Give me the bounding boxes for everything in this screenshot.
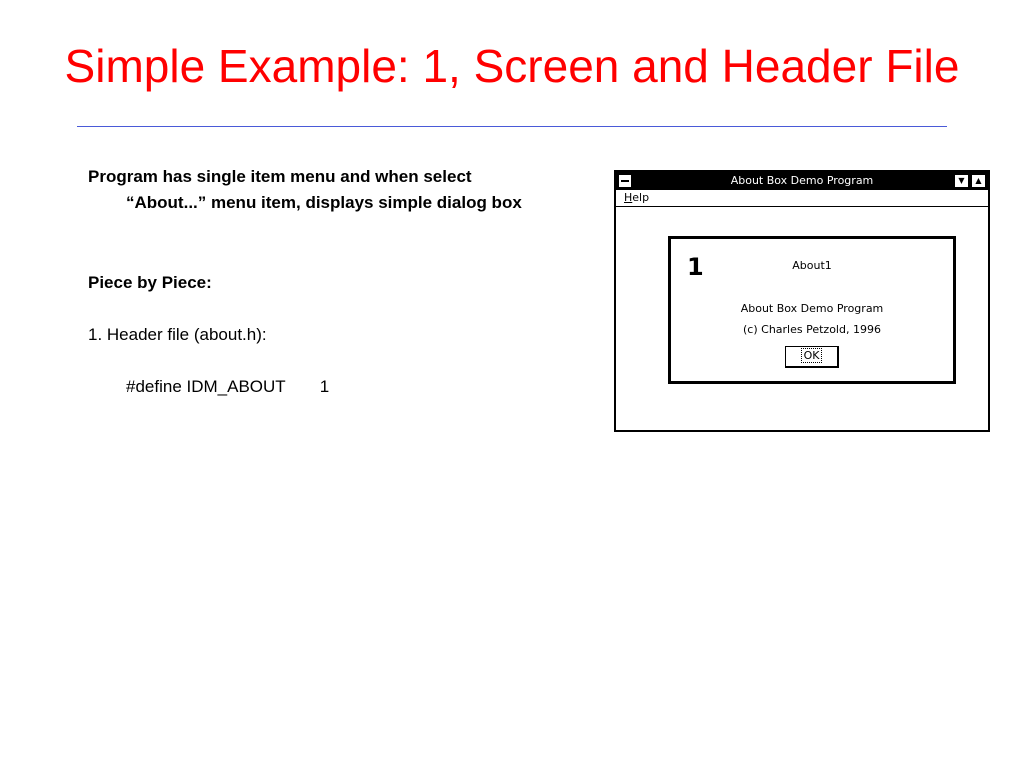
system-menu-icon[interactable] — [618, 174, 632, 188]
maximize-icon[interactable]: ▲ — [971, 174, 986, 188]
ok-button-label: OK — [801, 348, 823, 363]
menu-bar — [616, 190, 988, 207]
intro-paragraph: Program has single item menu and when select “About...” menu item, displays simple dialog box — [88, 167, 522, 212]
menu-help-hotkey: H — [624, 191, 633, 204]
define-name: #define IDM_ABOUT — [126, 377, 286, 396]
dialog-program-name: About Box Demo Program — [740, 302, 884, 315]
header-file-item: 1. Header file (about.h): — [88, 325, 267, 344]
title-divider — [77, 126, 947, 127]
app-window — [614, 170, 990, 432]
dialog-copyright: (c) Charles Petzold, 1996 — [743, 323, 881, 336]
define-line — [88, 374, 548, 400]
menu-help-rest: elp — [632, 191, 650, 204]
window-titlebar[interactable] — [616, 172, 988, 190]
minimize-icon[interactable]: ▼ — [954, 174, 969, 188]
about-dialog — [668, 236, 956, 384]
menu-help[interactable] — [624, 191, 649, 204]
section-heading: Piece by Piece: — [88, 273, 212, 292]
dialog-caption: About1 — [792, 259, 832, 272]
slide-body — [88, 164, 548, 400]
slide-title: Simple Example: 1, Screen and Header File — [64, 40, 960, 92]
app-icon: 1 — [687, 253, 704, 281]
define-value: 1 — [319, 377, 330, 396]
window-title: About Box Demo Program — [730, 174, 874, 187]
ok-button[interactable] — [785, 346, 839, 368]
